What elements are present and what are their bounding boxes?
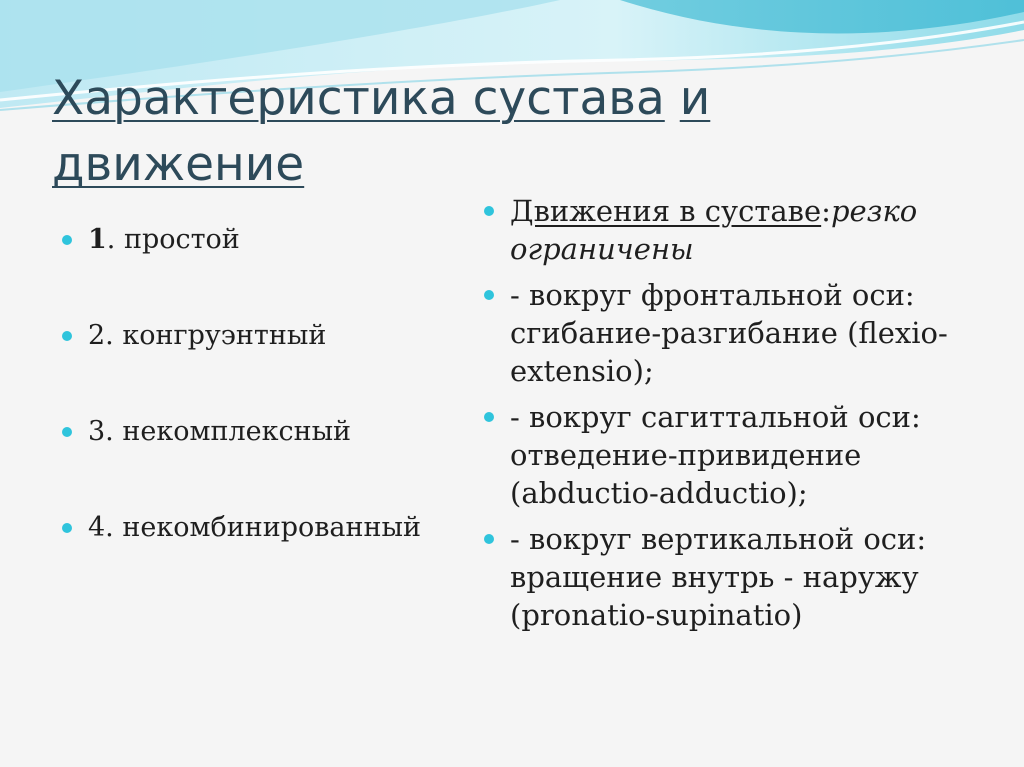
item-number: 1 (88, 224, 107, 255)
movements-list (482, 192, 1012, 642)
title-part-3: движение (52, 137, 305, 192)
list-item (60, 222, 500, 258)
movements-label: Движения в суставе (510, 194, 822, 228)
list-item: 3. некомплексный (60, 414, 500, 450)
list-item: - вокруг вертикальной оси: вращение внутрь - наружу (pronatio-supinatio) (482, 520, 1012, 634)
colon: : (821, 194, 831, 228)
item-text: . простой (106, 224, 240, 255)
movements-note: резко ограничены (510, 194, 918, 266)
joint-characteristics-list (60, 222, 500, 606)
list-item: 2. конгруэнтный (60, 318, 500, 354)
list-item: 4. некомбинированный (60, 510, 500, 546)
title-part-2: и (679, 71, 711, 126)
slide-title (52, 66, 812, 198)
title-part-1: Характеристика сустава (52, 71, 665, 126)
list-item: - вокруг фронтальной оси: сгибание-разгибание (flexio-extensio); (482, 276, 1012, 390)
list-item (482, 192, 1012, 268)
list-item: - вокруг сагиттальной оси: отведение-привидение (abductio-adductio); (482, 398, 1012, 512)
